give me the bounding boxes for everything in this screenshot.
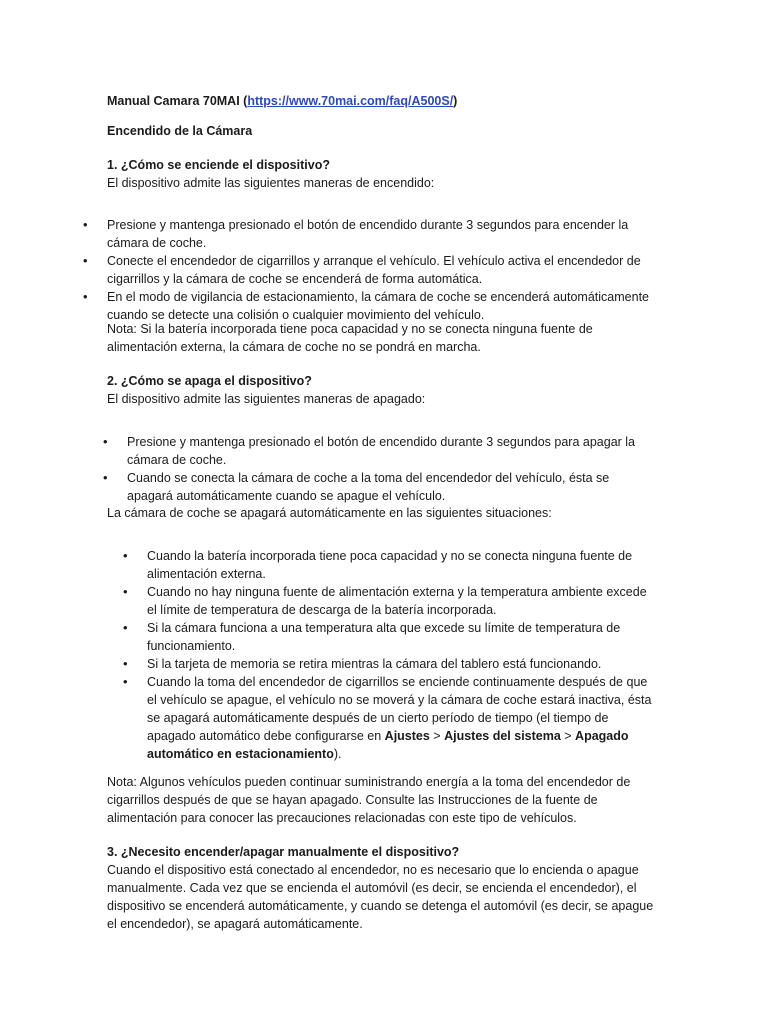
list-item: • Cuando la batería incorporada tiene poca capacidad y no se conecta ninguna fuente de alimentación externa. — [147, 547, 657, 583]
q2-auto-intro: La cámara de coche se apagará automáticamente en las siguientes situaciones: — [107, 506, 552, 520]
list-item: • Cuando no hay ninguna fuente de alimentación externa y la temperatura ambiente excede el límite de temperatura de descarga de la batería incorporada. — [147, 583, 657, 619]
q2-intro: El dispositivo admite las siguientes maneras de apagado: — [107, 392, 426, 406]
q2-list — [127, 433, 657, 505]
q3-heading: 3. ¿Necesito encender/apagar manualmente el dispositivo? — [107, 845, 460, 859]
list-item: • Si la cámara funciona a una temperatura alta que excede su límite de temperatura de funcionamiento. — [147, 619, 657, 655]
menu-path-settings: Ajustes — [384, 729, 430, 743]
list-item: • En el modo de vigilancia de estacionamiento, la cámara de coche se encenderá automáticamente cuando se detecte una colisión o cualquier movimiento del vehículo. — [107, 288, 652, 324]
last-item-end: ). — [333, 747, 342, 761]
list-item: • Conecte el encendedor de cigarrillos y arranque el vehículo. El vehículo activa el encendedor de cigarrillos y la cámara de coche se encenderá de forma automática. — [107, 252, 652, 288]
list-item: • Presione y mantenga presionado el botón de encendido durante 3 segundos para apagar la cámara de coche. — [127, 433, 657, 469]
menu-separator: > — [429, 729, 445, 743]
q1-intro: El dispositivo admite las siguientes maneras de encendido: — [107, 176, 435, 190]
title-text: Manual Camara 70MAI ( — [107, 94, 248, 108]
list-item: • Presione y mantenga presionado el botón de encendido durante 3 segundos para encender la cámara de coche. — [107, 216, 652, 252]
q2-note: Nota: Algunos vehículos pueden continuar suministrando energía a la toma del encendedor de cigarrillos después de que se hayan apagado. Consulte las Instrucciones de la fuente de alimentación para conocer las precauciones relacionadas con este tipo de vehículos. — [107, 775, 631, 825]
title-suffix: ) — [453, 94, 458, 108]
q1-note: Nota: Si la batería incorporada tiene poca capacidad y no se conecta ninguna fuente de alimentación externa, la cámara de coche no se pondrá en marcha. — [107, 322, 593, 354]
q1-heading: 1. ¿Cómo se enciende el dispositivo? — [107, 158, 330, 172]
list-item: • Si la tarjeta de memoria se retira mientras la cámara del tablero está funcionando. — [147, 655, 657, 673]
document-title — [107, 92, 667, 110]
q3-body: Cuando el dispositivo está conectado al encendedor, no es necesario que lo encienda o apague manualmente. Cada vez que se encienda el automóvil (es decir, se encienda el encendedor), el dispositivo se encenderá automáticamente, y cuando se detenga el automóvil (es decir, se apague el encendedor), se apagará automáticamente. — [107, 863, 654, 931]
q2-heading: 2. ¿Cómo se apaga el dispositivo? — [107, 374, 312, 388]
q1-list — [107, 216, 652, 324]
menu-path-system-settings: Ajustes del sistema — [444, 729, 561, 743]
q2-auto-list — [147, 547, 657, 763]
source-link[interactable]: https://www.70mai.com/faq/A500S/ — [247, 94, 454, 108]
section-heading: Encendido de la Cámara — [107, 124, 253, 138]
list-item: • Cuando se conecta la cámara de coche a la toma del encendedor del vehículo, ésta se apagará automáticamente cuando se apague el vehículo. — [127, 469, 657, 505]
list-item — [147, 673, 657, 763]
last-item-text: Cuando la toma del encendedor de cigarrillos se enciende continuamente después de que el vehículo se apague, el vehículo no se moverá y la cámara de coche estará inactiva, ésta se apagará automáticamente después de un cierto período de tiempo (el tiempo de apagado automático debe configurarse en — [147, 675, 652, 743]
menu-separator: > — [560, 729, 576, 743]
menu-path-auto-off-parking: Apagado automático en estacionamiento — [147, 729, 629, 761]
